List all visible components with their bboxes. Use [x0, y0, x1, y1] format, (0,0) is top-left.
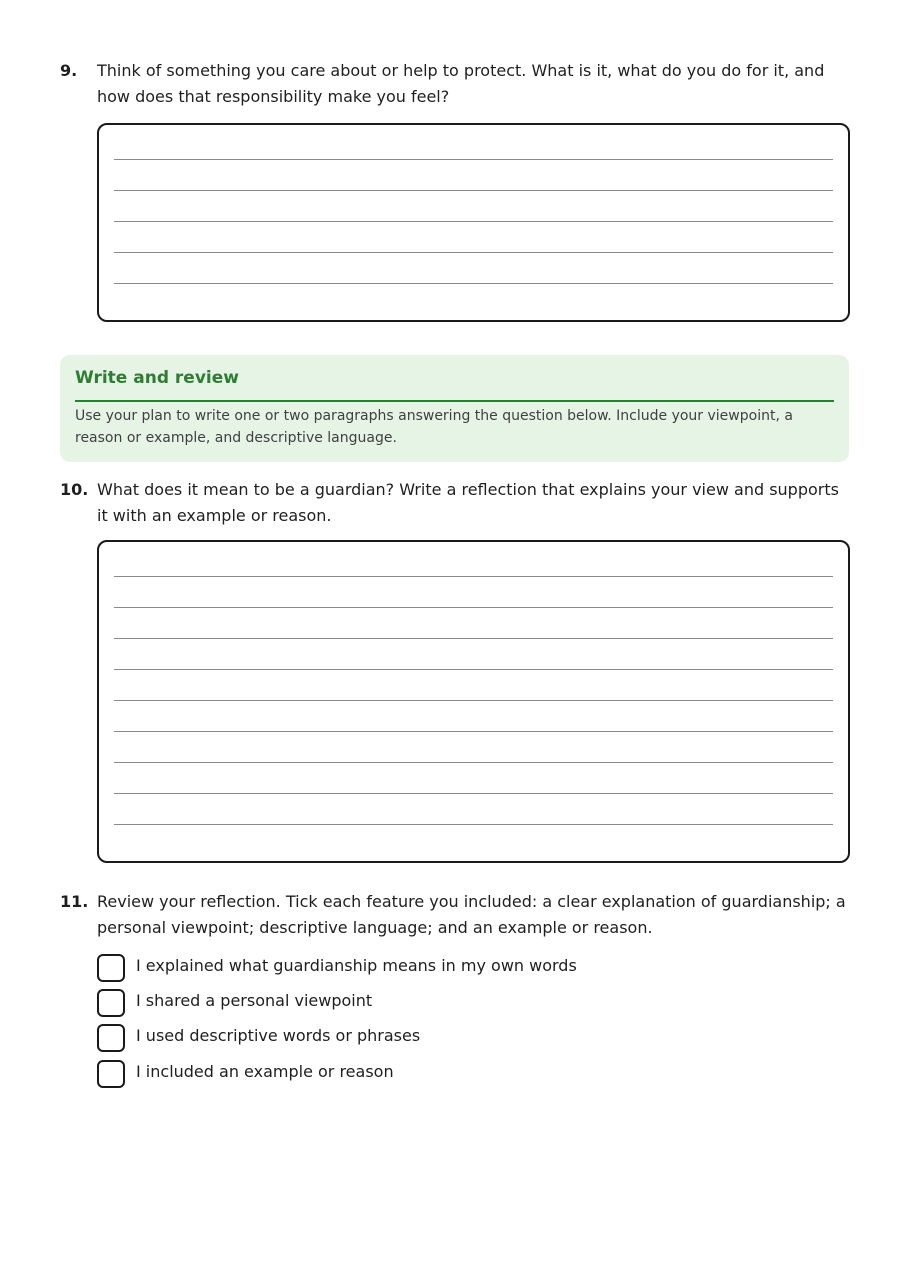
- checkbox[interactable]: [97, 1060, 125, 1088]
- writing-line: [114, 190, 833, 191]
- question-number: 10.: [60, 480, 89, 499]
- writing-line: [114, 252, 833, 253]
- checkbox[interactable]: [97, 1024, 125, 1052]
- writing-line: [114, 221, 833, 222]
- checkbox[interactable]: [97, 989, 125, 1017]
- checklist-label: I explained what guardianship means in my own words: [136, 956, 577, 975]
- writing-line: [114, 576, 833, 577]
- checklist-label: I included an example or reason: [136, 1062, 394, 1081]
- writing-line: [114, 762, 833, 763]
- callout-title: Write and review: [75, 368, 239, 388]
- checklist-label: I used descriptive words or phrases: [136, 1026, 421, 1045]
- writing-line: [114, 731, 833, 732]
- question-10: [60, 477, 850, 529]
- writing-line: [114, 793, 833, 794]
- checkbox[interactable]: [97, 954, 125, 982]
- callout-divider: [75, 400, 834, 402]
- question-text: Think of something you care about or help to protect. What is it, what do you do for it, and how does that responsibility make you feel?: [97, 61, 825, 106]
- question-number: 9.: [60, 61, 78, 80]
- answer-box-question-9[interactable]: [97, 123, 850, 322]
- answer-box-question-10[interactable]: [97, 540, 850, 863]
- writing-line: [114, 700, 833, 701]
- writing-line: [114, 824, 833, 825]
- writing-line: [114, 607, 833, 608]
- writing-line: [114, 283, 833, 284]
- callout-body: Use your plan to write one or two paragraphs answering the question below. Include your viewpoint, a reason or example, and descriptive language.: [75, 408, 793, 446]
- question-11: [60, 889, 850, 941]
- question-9: [60, 58, 850, 110]
- writing-line: [114, 638, 833, 639]
- write-and-review-callout: [60, 355, 849, 462]
- writing-line: [114, 159, 833, 160]
- question-text: What does it mean to be a guardian? Write a reflection that explains your view and supports it with an example or reason.: [97, 480, 839, 525]
- question-number: 11.: [60, 892, 89, 911]
- question-text: Review your reflection. Tick each feature you included: a clear explanation of guardianship; a personal viewpoint; descriptive language; and an example or reason.: [97, 892, 846, 937]
- writing-line: [114, 669, 833, 670]
- checklist-label: I shared a personal viewpoint: [136, 991, 373, 1010]
